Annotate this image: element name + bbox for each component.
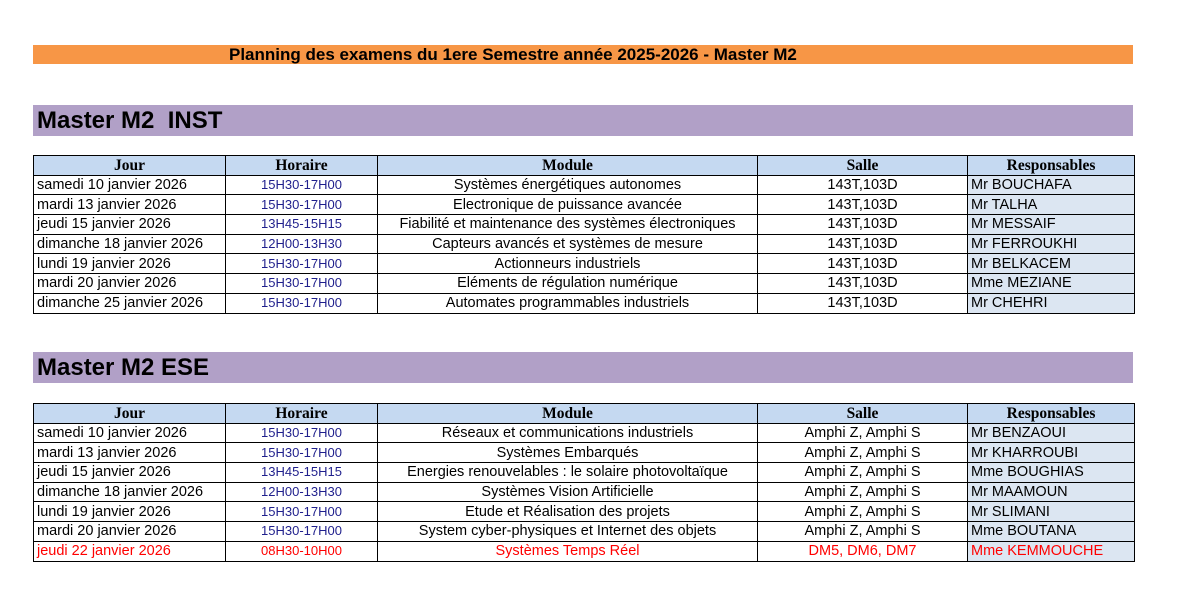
table-row: [34, 254, 1135, 274]
cell-responsable: Mme BOUGHIAS: [968, 463, 1135, 483]
table-row: [34, 443, 1135, 463]
header-jour: Jour: [34, 404, 226, 424]
exam-table-inst: [33, 155, 1135, 314]
table-row: [34, 293, 1135, 313]
cell-module: Fiabilité et maintenance des systèmes électroniques: [378, 215, 758, 235]
cell-jour: samedi 10 janvier 2026: [34, 423, 226, 443]
table-row: [34, 463, 1135, 483]
table-row: [34, 423, 1135, 443]
header-salle: Salle: [758, 156, 968, 176]
table-header-row: [34, 404, 1135, 424]
cell-module: Etude et Réalisation des projets: [378, 502, 758, 522]
header-horaire: Horaire: [226, 404, 378, 424]
section-title-bar-inst: [33, 105, 1133, 136]
cell-jour: jeudi 15 janvier 2026: [34, 463, 226, 483]
cell-responsable: Mr TALHA: [968, 195, 1135, 215]
cell-jour: dimanche 18 janvier 2026: [34, 234, 226, 254]
section-title-bar-ese: [33, 352, 1133, 383]
cell-horaire: 15H30-17H00: [226, 175, 378, 195]
cell-salle: Amphi Z, Amphi S: [758, 443, 968, 463]
cell-horaire: 12H00-13H30: [226, 234, 378, 254]
cell-jour: mardi 20 janvier 2026: [34, 274, 226, 294]
table-row: [34, 541, 1135, 561]
cell-salle: Amphi Z, Amphi S: [758, 522, 968, 542]
cell-salle: Amphi Z, Amphi S: [758, 423, 968, 443]
cell-module: Electronique de puissance avancée: [378, 195, 758, 215]
cell-responsable: Mr SLIMANI: [968, 502, 1135, 522]
cell-module: Eléments de régulation numérique: [378, 274, 758, 294]
cell-module: System cyber-physiques et Internet des objets: [378, 522, 758, 542]
table-header-row: [34, 156, 1135, 176]
table-row: [34, 274, 1135, 294]
cell-responsable: Mme MEZIANE: [968, 274, 1135, 294]
header-responsables: Responsables: [968, 404, 1135, 424]
table-row: [34, 175, 1135, 195]
cell-horaire: 15H30-17H00: [226, 254, 378, 274]
cell-horaire: 15H30-17H00: [226, 443, 378, 463]
cell-responsable: Mr KHARROUBI: [968, 443, 1135, 463]
section-title: Master M2 INST: [37, 107, 223, 134]
cell-salle: 143T,103D: [758, 215, 968, 235]
cell-jour: samedi 10 janvier 2026: [34, 175, 226, 195]
cell-responsable: Mr MESSAIF: [968, 215, 1135, 235]
cell-module: Energies renouvelables : le solaire photovoltaïque: [378, 463, 758, 483]
cell-jour: lundi 19 janvier 2026: [34, 502, 226, 522]
cell-horaire: 15H30-17H00: [226, 293, 378, 313]
cell-horaire: 13H45-15H15: [226, 215, 378, 235]
cell-responsable: Mme BOUTANA: [968, 522, 1135, 542]
cell-module: Systèmes Embarqués: [378, 443, 758, 463]
table-row: [34, 195, 1135, 215]
table-row: [34, 215, 1135, 235]
cell-horaire: 15H30-17H00: [226, 502, 378, 522]
cell-salle: 143T,103D: [758, 293, 968, 313]
cell-jour: dimanche 25 janvier 2026: [34, 293, 226, 313]
header-module: Module: [378, 156, 758, 176]
cell-horaire: 08H30-10H00: [226, 541, 378, 561]
cell-responsable: Mr BENZAOUI: [968, 423, 1135, 443]
cell-responsable: Mme KEMMOUCHE: [968, 541, 1135, 561]
cell-responsable: Mr MAAMOUN: [968, 482, 1135, 502]
cell-horaire: 12H00-13H30: [226, 482, 378, 502]
cell-salle: Amphi Z, Amphi S: [758, 482, 968, 502]
header-salle: Salle: [758, 404, 968, 424]
cell-salle: 143T,103D: [758, 234, 968, 254]
cell-horaire: 13H45-15H15: [226, 463, 378, 483]
header-responsables: Responsables: [968, 156, 1135, 176]
cell-salle: 143T,103D: [758, 254, 968, 274]
cell-horaire: 15H30-17H00: [226, 274, 378, 294]
cell-jour: dimanche 18 janvier 2026: [34, 482, 226, 502]
cell-module: Systèmes Vision Artificielle: [378, 482, 758, 502]
page-title-bar: [33, 45, 1133, 64]
cell-horaire: 15H30-17H00: [226, 423, 378, 443]
cell-module: Actionneurs industriels: [378, 254, 758, 274]
table-row: [34, 234, 1135, 254]
cell-responsable: Mr BOUCHAFA: [968, 175, 1135, 195]
table-row: [34, 522, 1135, 542]
cell-module: Capteurs avancés et systèmes de mesure: [378, 234, 758, 254]
section-title: Master M2 ESE: [37, 354, 210, 381]
cell-jour: mardi 13 janvier 2026: [34, 195, 226, 215]
cell-salle: Amphi Z, Amphi S: [758, 463, 968, 483]
cell-responsable: Mr CHEHRI: [968, 293, 1135, 313]
cell-module: Systèmes Temps Réel: [378, 541, 758, 561]
page-title: Planning des examens du 1ere Semestre année 2025-2026 - Master M2: [229, 45, 797, 64]
cell-module: Réseaux et communications industriels: [378, 423, 758, 443]
cell-horaire: 15H30-17H00: [226, 195, 378, 215]
cell-salle: 143T,103D: [758, 274, 968, 294]
cell-jour: lundi 19 janvier 2026: [34, 254, 226, 274]
cell-responsable: Mr FERROUKHI: [968, 234, 1135, 254]
header-jour: Jour: [34, 156, 226, 176]
cell-horaire: 15H30-17H00: [226, 522, 378, 542]
cell-salle: DM5, DM6, DM7: [758, 541, 968, 561]
cell-jour: jeudi 15 janvier 2026: [34, 215, 226, 235]
header-module: Module: [378, 404, 758, 424]
cell-module: Systèmes énergétiques autonomes: [378, 175, 758, 195]
cell-responsable: Mr BELKACEM: [968, 254, 1135, 274]
table-row: [34, 502, 1135, 522]
cell-jour: mardi 13 janvier 2026: [34, 443, 226, 463]
cell-salle: 143T,103D: [758, 195, 968, 215]
header-horaire: Horaire: [226, 156, 378, 176]
cell-salle: 143T,103D: [758, 175, 968, 195]
cell-module: Automates programmables industriels: [378, 293, 758, 313]
cell-jour: mardi 20 janvier 2026: [34, 522, 226, 542]
exam-table-ese: [33, 403, 1135, 562]
cell-jour: jeudi 22 janvier 2026: [34, 541, 226, 561]
table-row: [34, 482, 1135, 502]
cell-salle: Amphi Z, Amphi S: [758, 502, 968, 522]
